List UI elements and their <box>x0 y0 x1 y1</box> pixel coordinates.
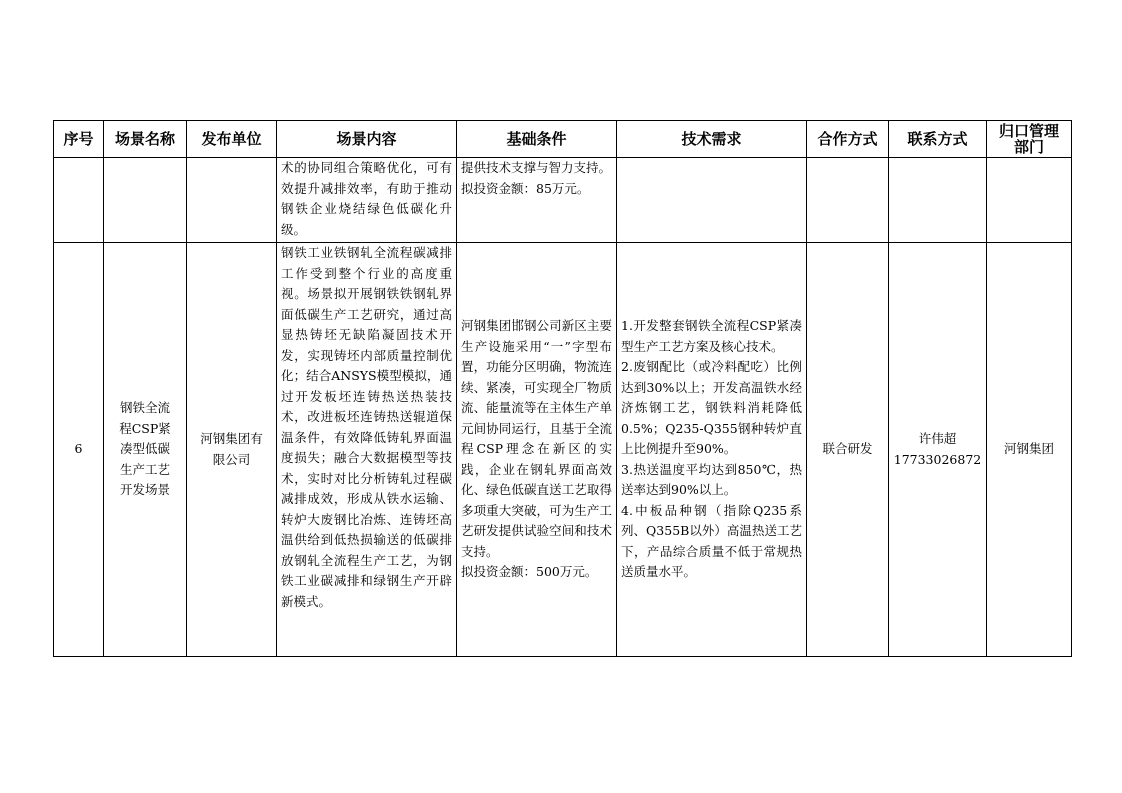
tech-need-item: 3.热送温度平均达到850℃，热送率达到90%以上。 <box>621 461 802 498</box>
row-department-cell <box>987 243 1072 657</box>
tech-need-item: 4.中板品种钢（指除Q235系列、Q355B以外）高温热送工艺下，产品综合质量不低于常规热送质量水平。 <box>621 502 802 580</box>
tech-need-item: 1.开发整套钢铁全流程CSP紧凑型生产工艺方案及核心技术。 <box>621 318 802 354</box>
header-content: 场景内容 <box>277 121 457 158</box>
header-publisher: 发布单位 <box>187 121 277 158</box>
row-cooperation: 联合研发 <box>822 441 873 457</box>
header-basis: 基础条件 <box>457 121 617 158</box>
row-content: 钢铁工业铁钢轧全流程碳减排工作受到整个行业的高度重视。场景拟开展钢铁铁钢轧界面低碳生产工艺研究，通过高显热铸坯无缺陷凝固技术开发，实现铸坯内部质量控制优化；结合ANSYS模型模拟，通过开发板坯连铸热送热装技术，改进板坯连铸热送辊道保温条件，有效降低铸轧界面温度损失；融合大数据模型等技术，实时对比分析铸轧过程碳减排成效，形成从铁水运输、转炉大废钢比冶炼、连铸坯高温供给到低热损输送的低碳排放钢轧全流程生产工艺，为钢铁工业碳减排和绿钢生产开辟新模式。 <box>281 245 452 609</box>
header-contact: 联系方式 <box>889 121 987 158</box>
cont-basis-investment: 拟投资金额：85万元。 <box>461 180 590 196</box>
scenario-table <box>53 120 1072 657</box>
cont-scene-cell <box>104 158 187 243</box>
row-department: 河钢集团 <box>1003 441 1054 457</box>
cont-dept-cell <box>987 158 1072 243</box>
row-scene-name: 钢铁全流程CSP紧凑型低碳生产工艺开发场景 <box>119 400 171 498</box>
table-row-continuation <box>54 158 1072 243</box>
cont-tech-cell <box>617 158 807 243</box>
row-cooperation-cell <box>807 243 889 657</box>
header-row <box>54 121 1072 158</box>
row-content-cell <box>277 243 457 657</box>
row-contact-name: 许伟超 <box>918 431 957 446</box>
header-number: 序号 <box>54 121 104 158</box>
row-scene-name-cell <box>104 243 187 657</box>
cont-basis-text: 提供技术支撑与智力支持。 <box>461 160 612 175</box>
row-publisher-cell <box>187 243 277 657</box>
header-scene-name: 场景名称 <box>104 121 187 158</box>
row-publisher: 河钢集团有限公司 <box>200 431 263 467</box>
header-tech-needs: 技术需求 <box>617 121 807 158</box>
row-basis-text: 河钢集团邯钢公司新区主要生产设施采用“一”字型布置，功能分区明确，物流连续、紧凑，可实现全厂物质流、能量流等在主体生产单元间协同运行，且基于全流程CSP理念在新区的实践，企业在钢轧界面高效化、绿色低碳直送工艺取得多项重大突破，可为生产工艺研发提供试验空间和技术支持。 <box>461 318 612 559</box>
cont-basis-cell <box>457 158 617 243</box>
cont-coop-cell <box>807 158 889 243</box>
row-contact-phone: 17733026872 <box>893 451 982 467</box>
cont-content-text: 术的协同组合策略优化，可有效提升减排效率，有助于推动钢铁企业烧结绿色低碳化升级。 <box>281 160 452 237</box>
row-basis-investment: 拟投资金额：500万元。 <box>461 564 598 580</box>
cont-publisher-cell <box>187 158 277 243</box>
tech-need-item: 2.废钢配比（或冷料配吃）比例达到30%以上；开发高温铁水经济炼钢工艺，钢铁料消耗降低0.5%；Q235-Q355钢种转炉直上比例提升至90%。 <box>621 359 802 457</box>
row-contact-cell <box>889 243 987 657</box>
row-tech-needs-cell <box>617 243 807 657</box>
cont-content-cell <box>277 158 457 243</box>
table-row <box>54 243 1072 657</box>
row-basis-cell <box>457 243 617 657</box>
row-number: 6 <box>54 243 104 657</box>
header-cooperation: 合作方式 <box>807 121 889 158</box>
cont-number-cell <box>54 158 104 243</box>
cont-contact-cell <box>889 158 987 243</box>
header-department: 归口管理部门 <box>987 121 1072 158</box>
